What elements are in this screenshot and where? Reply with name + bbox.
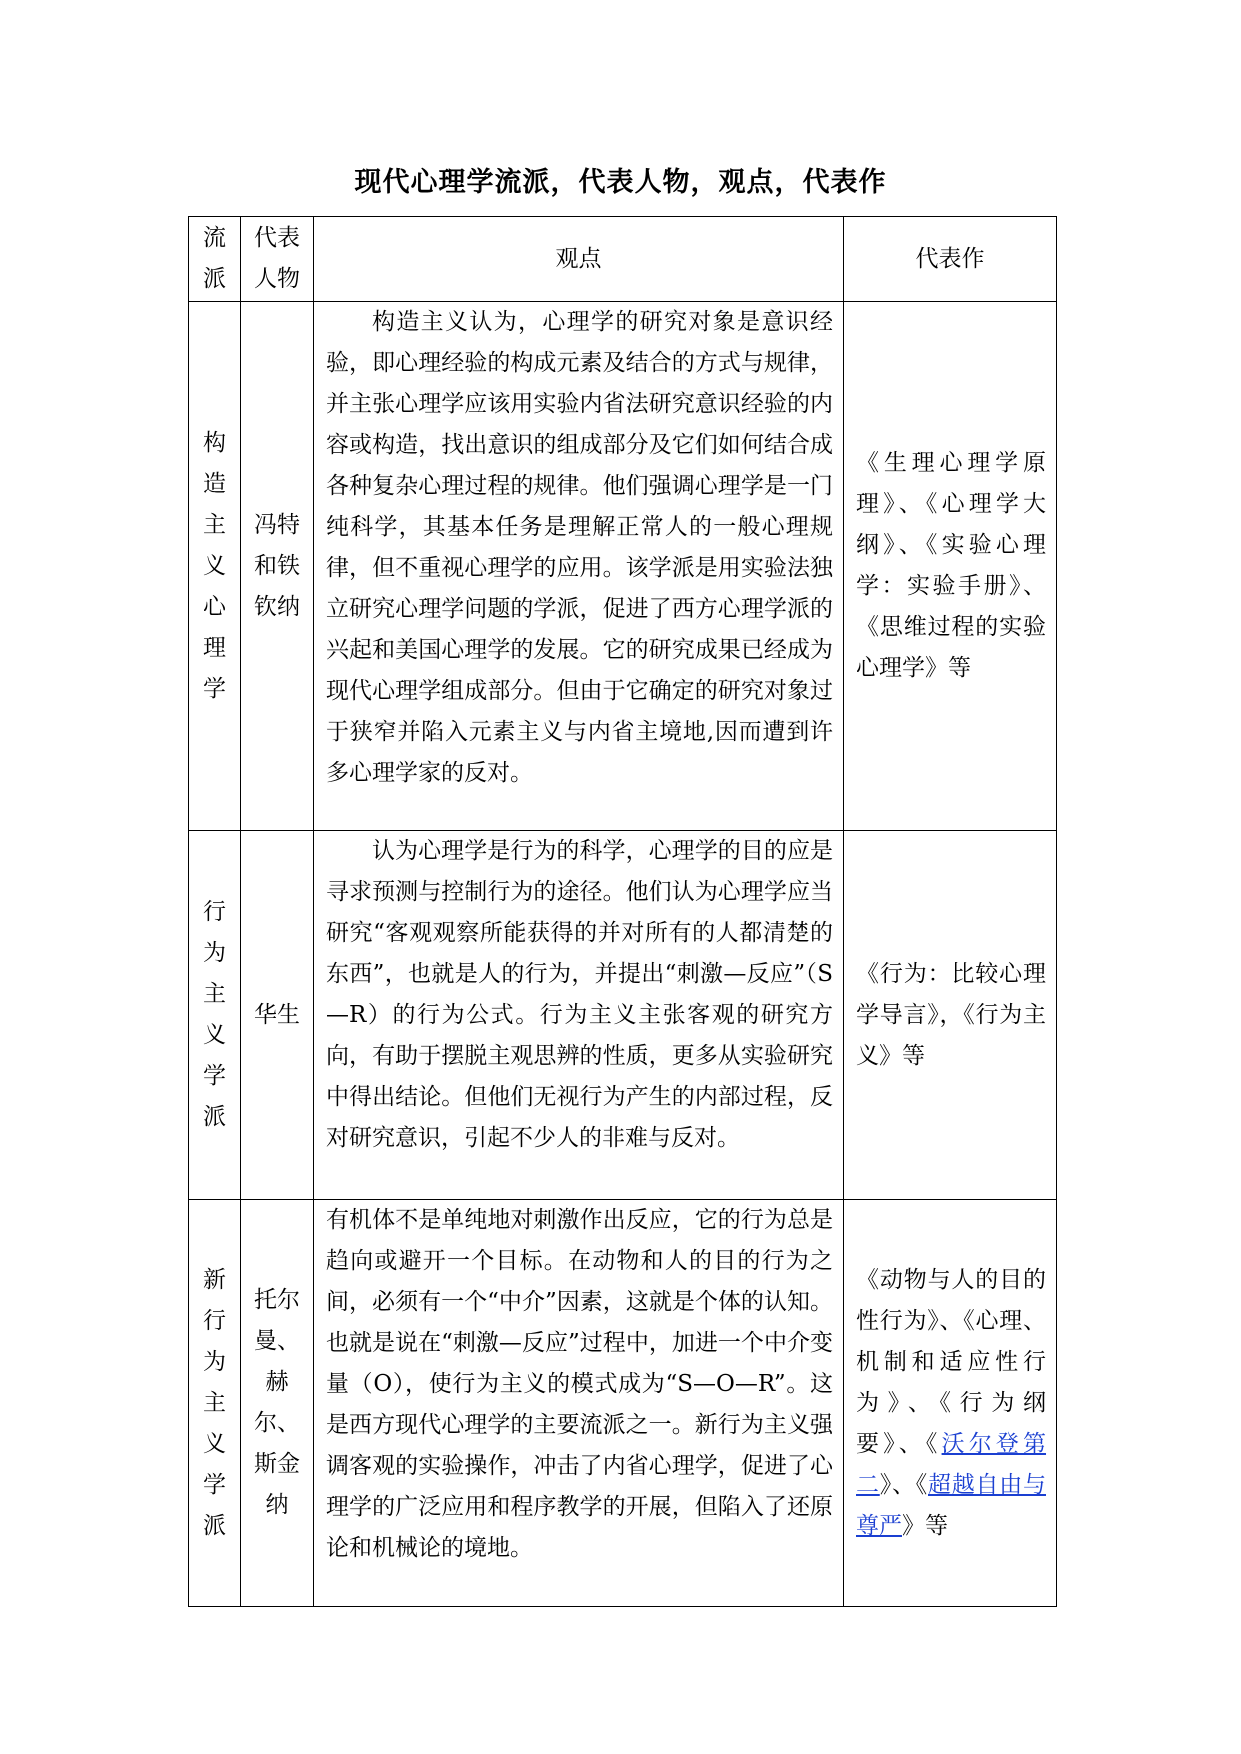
school-char: 学 [203, 1471, 226, 1498]
table-header-row [189, 217, 1057, 302]
school-char: 主 [203, 511, 226, 538]
works-text-suffix: 》等 [902, 1512, 948, 1539]
representative-line: 赫尔、 [254, 1369, 300, 1436]
school-char: 学 [203, 1063, 226, 1089]
representative-cell [241, 302, 314, 831]
school-cell [189, 831, 241, 1200]
school-char: 为 [203, 940, 226, 966]
school-char: 学 [203, 675, 226, 702]
school-char: 主 [203, 981, 226, 1007]
works-cell: 《生理心理学原理》、《心理学大纲》、《实验心理学：实验手册》、《思维过程的实验心理学》等 [844, 302, 1057, 831]
header-viewpoint: 观点 [314, 217, 844, 302]
viewpoint-cell: 有机体不是单纯地对刺激作出反应，它的行为总是趋向或避开一个目标。在动物和人的目的行为之间，必须有一个“中介”因素，这就是个体的认知。也就是说在“刺激—反应”过程中，加进一个中介变量（O），使行为主义的模式成为“S—O—R”。这是西方现代心理学的主要流派之一。新行为主义强调客观的实验操作，冲击了内省心理学，促进了心理学的广泛应用和程序教学的开展，但陷入了还原论和机械论的境地。 [314, 1200, 844, 1607]
school-char: 派 [203, 1104, 226, 1130]
school-char: 行 [203, 899, 226, 925]
representative-cell [241, 1200, 314, 1607]
representative-line: 华生 [254, 1001, 300, 1028]
school-cell [189, 302, 241, 831]
header-works: 代表作 [844, 217, 1057, 302]
school-cell [189, 1200, 241, 1607]
representative-line: 斯金 [254, 1451, 300, 1477]
viewpoint-cell: 构造主义认为，心理学的研究对象是意识经验，即心理经验的构成元素及结合的方式与规律，并主张心理学应该用实验内省法研究意识经验的内容或构造，找出意识的组成部分及它们如何结合成各种复杂心理过程的规律。他们强调心理学是一门纯科学，其基本任务是理解正常人的一般心理规律，但不重视心理学的应用。该学派是用实验法独立研究心理学问题的学派，促进了西方心理学派的兴起和美国心理学的发展。它的研究成果已经成为现代心理学组成部分。但由于它确定的研究对象过于狭窄并陷入元素主义与内省主境地,因而遭到许多心理学家的反对。 [314, 302, 844, 831]
school-char: 义 [203, 1430, 226, 1457]
school-char: 义 [203, 552, 226, 579]
table-row [189, 831, 1057, 1200]
school-char: 主 [203, 1389, 226, 1416]
page-title: 现代心理学流派，代表人物，观点，代表作 [354, 167, 887, 198]
school-char: 心 [203, 593, 226, 620]
header-school-char: 派 [203, 266, 226, 292]
school-char: 构 [203, 429, 226, 456]
representative-line: 和铁 [254, 552, 300, 579]
school-char: 行 [203, 1307, 226, 1334]
school-char: 造 [203, 470, 226, 497]
viewpoint-cell: 认为心理学是行为的科学，心理学的目的应是寻求预测与控制行为的途径。他们认为心理学应当研究“客观观察所能获得的并对所有的人都清楚的东西”，也就是人的行为，并提出“刺激—反应”（S—R）的行为公式。行为主义主张客观的研究方向，有助于摆脱主观思辨的性质，更多从实验研究中得出结论。但他们无视行为产生的内部过程，反对研究意识，引起不少人的非难与反对。 [314, 831, 844, 1200]
representative-cell [241, 831, 314, 1200]
school-char: 义 [203, 1022, 226, 1048]
header-rep-line: 人物 [254, 266, 300, 292]
school-char: 派 [203, 1512, 226, 1539]
header-representative [241, 217, 314, 302]
school-char: 为 [203, 1348, 226, 1375]
table-row [189, 1200, 1057, 1607]
school-char: 新 [203, 1266, 226, 1293]
book-link-walden-two[interactable]: 沃尔登第二 [856, 1430, 1047, 1498]
works-cell: 《行为：比较心理学导言》，《行为主义》等 [844, 831, 1057, 1200]
representative-line: 托尔 [254, 1287, 300, 1313]
table-row [189, 302, 1057, 831]
representative-line: 曼、 [254, 1328, 300, 1354]
school-char: 理 [203, 634, 226, 661]
representative-line: 纳 [265, 1492, 289, 1518]
schools-table [188, 216, 1057, 1607]
header-school-char: 流 [203, 225, 226, 251]
header-rep-line: 代表 [254, 225, 300, 251]
header-school [189, 217, 241, 302]
works-cell [844, 1200, 1057, 1607]
representative-line: 冯特 [254, 511, 300, 538]
book-link-beyond-freedom[interactable]: 超越自由与尊严 [856, 1471, 1046, 1539]
works-text-middle: 》、《 [879, 1471, 928, 1498]
works-text-prefix: 《动物与人的目的性行为》、《心理、机制和适应性行为》、《行为纲要》、《 [856, 1266, 1046, 1457]
representative-line: 钦纳 [254, 593, 300, 620]
